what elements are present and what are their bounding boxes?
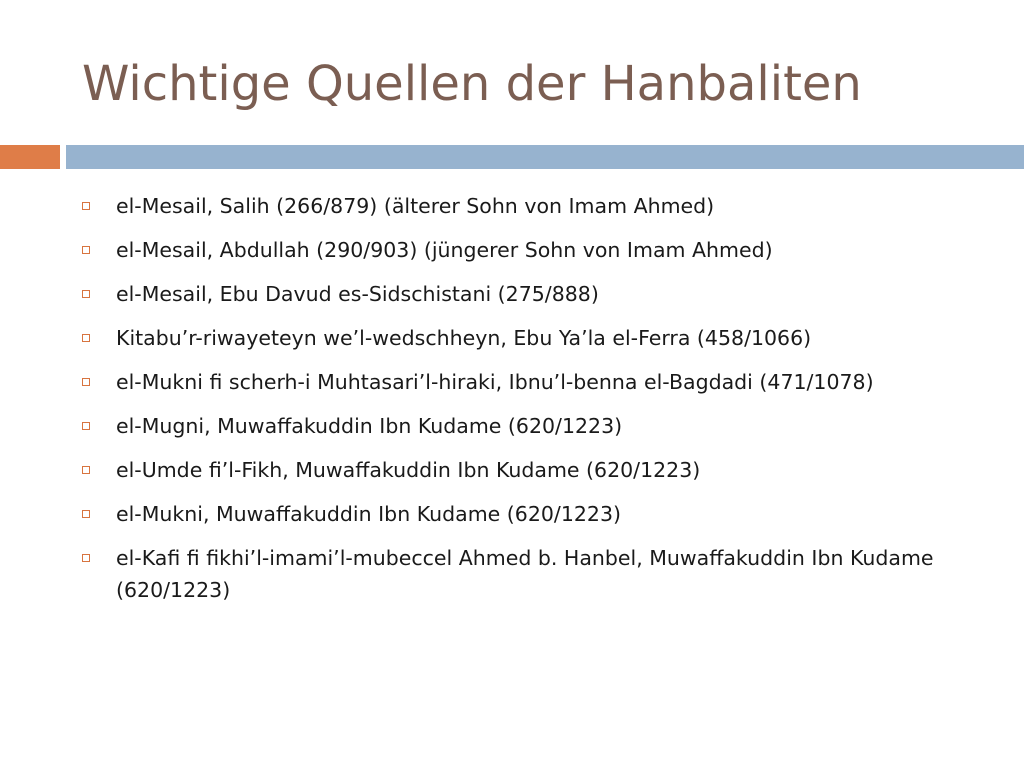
list-item	[82, 410, 992, 442]
accent-bar-orange	[0, 145, 60, 169]
list-item	[82, 366, 992, 398]
list-item-text: el-Mukni fi scherh-i Muhtasari’l-hiraki, Ibnu’l-benna el-Bagdadi (471/1078)	[116, 370, 874, 394]
list-item-text: el-Mugni, Muwaffakuddin Ibn Kudame (620/1223)	[116, 414, 623, 438]
square-bullet-icon	[82, 334, 90, 342]
list-item	[82, 234, 992, 266]
list-item	[82, 190, 992, 222]
list-item	[82, 278, 992, 310]
list-item-text: el-Kafi fi fikhi’l-imami’l-mubeccel Ahmed b. Hanbel, Muwaffakuddin Ibn Kudame (620/1223)	[116, 546, 934, 602]
list-item-text: el-Mesail, Ebu Davud es-Sidschistani (275/888)	[116, 282, 599, 306]
accent-bar-blue	[66, 145, 1024, 169]
list-item	[82, 542, 992, 606]
list-item	[82, 498, 992, 530]
list-item-text: Kitabu’r-riwayeteyn we’l-wedschheyn, Ebu Ya’la el-Ferra (458/1066)	[116, 326, 812, 350]
list-item	[82, 454, 992, 486]
square-bullet-icon	[82, 290, 90, 298]
square-bullet-icon	[82, 378, 90, 386]
list-item-text: el-Mesail, Abdullah (290/903) (jüngerer Sohn von Imam Ahmed)	[116, 238, 773, 262]
list-item-text: el-Mukni, Muwaffakuddin Ibn Kudame (620/1223)	[116, 502, 621, 526]
square-bullet-icon	[82, 422, 90, 430]
source-list	[82, 190, 992, 618]
square-bullet-icon	[82, 466, 90, 474]
square-bullet-icon	[82, 510, 90, 518]
list-item-text: el-Umde fi’l-Fikh, Muwaffakuddin Ibn Kudame (620/1223)	[116, 458, 701, 482]
slide-title: Wichtige Quellen der Hanbaliten	[82, 56, 862, 112]
list-item-text: el-Mesail, Salih (266/879) (älterer Sohn von Imam Ahmed)	[116, 194, 715, 218]
square-bullet-icon	[82, 554, 90, 562]
square-bullet-icon	[82, 202, 90, 210]
square-bullet-icon	[82, 246, 90, 254]
list-item	[82, 322, 992, 354]
